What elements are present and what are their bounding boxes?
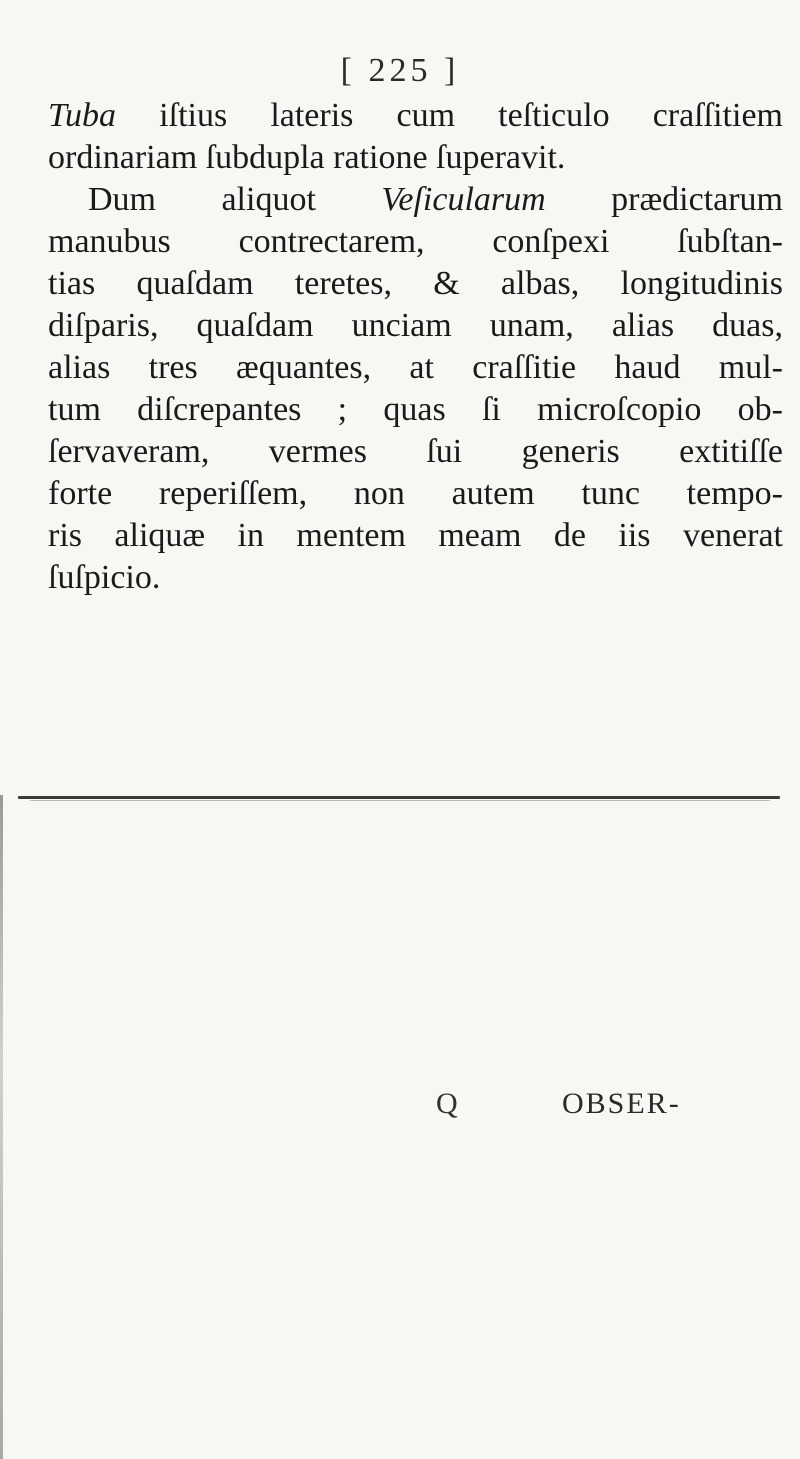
page-divider-shadow [30, 800, 770, 801]
text-line-4: manubus contrectarem, conſpexi ſubſtan- [48, 223, 783, 260]
text-line-3: Dum aliquot Veſicularum prædictarum [88, 181, 783, 218]
text-line-2: ordinariam ſubdupla ratione ſuperavit. [48, 139, 566, 176]
page-divider-rule [18, 796, 780, 799]
text-line-7: alias tres æquantes, at craſſitie haud mul- [48, 349, 783, 386]
signature-mark: Q [436, 1087, 458, 1120]
text-line-11: ris aliquæ in mentem meam de iis venerat [48, 517, 783, 554]
text-line-9: ſervaveram, vermes ſui generis extitiſſe [48, 433, 783, 470]
text-line-8: tum diſcrepantes ; quas ſi microſcopio ob- [48, 391, 783, 428]
italic-word: Veſicularum [381, 181, 546, 218]
catchword: OBSER- [562, 1087, 681, 1120]
text-line-1: Tuba iſtius lateris cum teſticulo craſſitiem [48, 97, 783, 134]
text-line-10: forte reperiſſem, non autem tunc tempo- [48, 475, 783, 512]
text-line-12: ſuſpicio. [48, 559, 161, 596]
text-line-6: diſparis, quaſdam unciam unam, alias duas, [48, 307, 783, 344]
body-paragraph [48, 95, 783, 599]
page-edge [0, 795, 3, 1459]
text-line-5: tias quaſdam teretes, & albas, longitudinis [48, 265, 783, 302]
italic-word: Tuba [48, 97, 117, 134]
page-number: [ 225 ] [340, 52, 460, 89]
